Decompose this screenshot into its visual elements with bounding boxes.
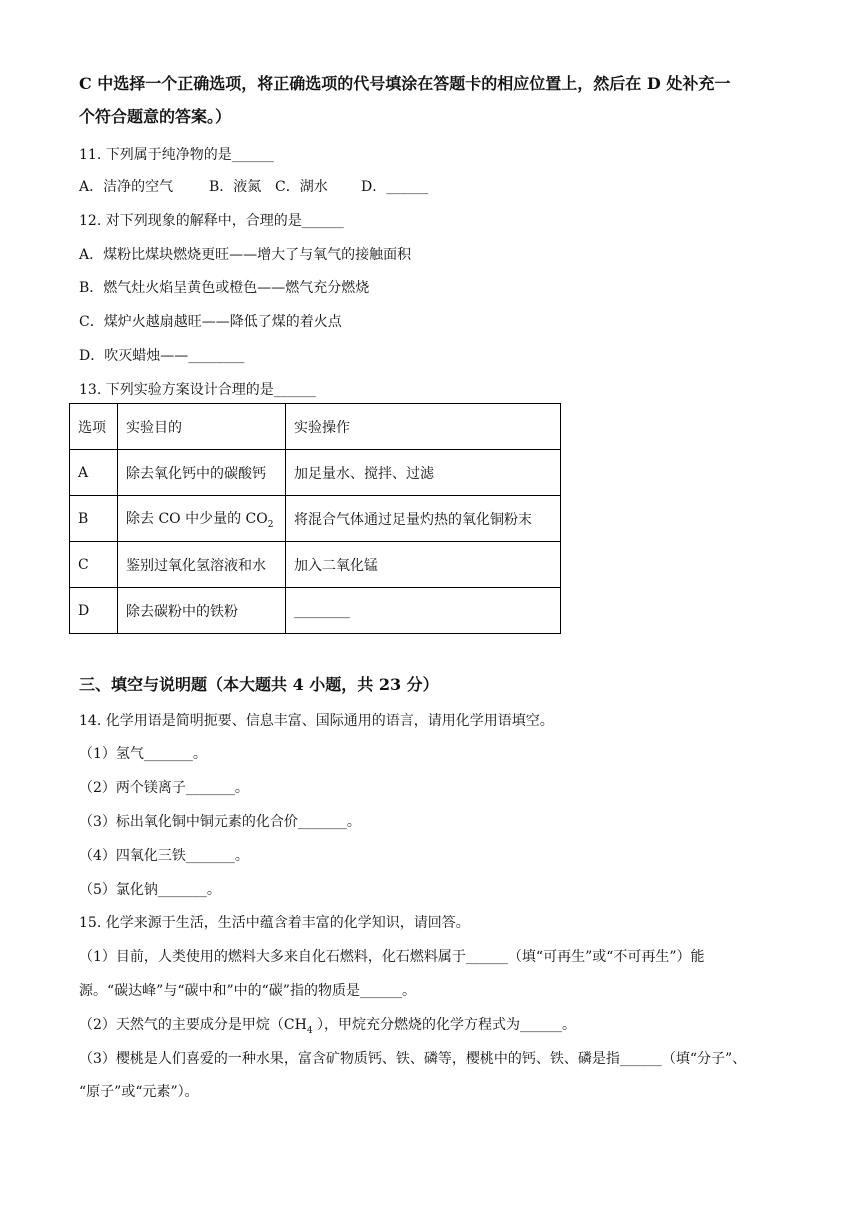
row-goal: [118, 496, 286, 542]
q14-stem: 14. 化学用语是简明扼要、信息丰富、国际通用的语言，请用化学用语填空。: [79, 713, 554, 729]
q14-item-2: （2）两个镁离子_______。: [79, 780, 249, 796]
row-option: B: [70, 496, 118, 542]
row-goal: 除去氧化钙中的碳酸钙: [118, 450, 286, 496]
q15-part2: [79, 1015, 576, 1041]
q12-option-a: A．煤粉比煤块燃烧更旺——增大了与氧气的接触面积: [79, 247, 412, 263]
q15-part3-line2: “原子”或“元素”）。: [79, 1084, 199, 1100]
q15-part1-line2: 源。“碳达峰”与“碳中和”中的“碳”指的物质是______。: [79, 983, 416, 999]
q13-stem: 13. 下列实验方案设计合理的是______: [79, 382, 316, 398]
row-operation: 加足量水、搅拌、过滤: [286, 450, 561, 496]
q12-option-d: D．吹灭蜡烛——________: [79, 348, 245, 364]
row-goal-subscript: 2: [267, 519, 274, 530]
q15-part1-line1: （1）目前，人类使用的燃料大多来自化石燃料，化石燃料属于______（填“可再生”或“不可再生”）能: [79, 949, 705, 965]
q11-option-c: C．湖水: [275, 179, 328, 195]
q14-item-3: （3）标出氧化铜中铜元素的化合价_______。: [79, 814, 361, 830]
q11-option-b: B．液氮: [209, 179, 262, 195]
header-goal: 实验目的: [118, 404, 286, 450]
row-operation: ________: [286, 588, 561, 634]
q12-stem: 12. 对下列现象的解释中，合理的是______: [79, 213, 344, 229]
row-operation: 将混合气体通过足量灼热的氧化铜粉末: [286, 496, 561, 542]
q15-stem: 15. 化学来源于生活，生活中蕴含着丰富的化学知识，请回答。: [79, 915, 470, 931]
table-row: [70, 588, 561, 634]
q13-table: [69, 403, 561, 634]
row-goal-text: 除去 CO 中少量的 CO: [126, 510, 268, 527]
row-goal: 鉴别过氧化氢溶液和水: [118, 542, 286, 588]
q11-options: [79, 177, 428, 197]
q14-item-5: （5）氯化钠_______。: [79, 882, 221, 898]
row-option: C: [70, 542, 118, 588]
table-row: [70, 496, 561, 542]
row-option: A: [70, 450, 118, 496]
q11-stem: 11. 下列属于纯净物的是______: [79, 147, 274, 163]
row-goal: 除去碳粉中的铁粉: [118, 588, 286, 634]
intro-line-2: 个符合题意的答案。）: [79, 107, 232, 126]
q12-option-c: C．煤炉火越扇越旺——降低了煤的着火点: [79, 314, 342, 330]
row-operation: 加入二氧化锰: [286, 542, 561, 588]
q15-part2-subscript: 4: [306, 1025, 313, 1036]
q15-part2-pre: （2）天然气的主要成分是甲烷（CH: [79, 1017, 307, 1033]
header-operation: 实验操作: [286, 404, 561, 450]
q15-part2-post: ），甲烷充分燃烧的化学方程式为______。: [312, 1017, 577, 1033]
table-row: [70, 450, 561, 496]
header-option: 选项: [70, 404, 118, 450]
q11-option-d: D．______: [361, 179, 429, 195]
section-3-title: 三、填空与说明题（本大题共 4 小题，共 23 分）: [79, 675, 439, 694]
table-header-row: [70, 404, 561, 450]
table-row: [70, 542, 561, 588]
q14-item-1: （1）氢气_______。: [79, 746, 207, 762]
q14-item-4: （4）四氧化三铁_______。: [79, 848, 249, 864]
q11-option-a: A．洁净的空气: [79, 179, 174, 195]
row-option: D: [70, 588, 118, 634]
q12-option-b: B．燃气灶火焰呈黄色或橙色——燃气充分燃烧: [79, 280, 370, 296]
intro-line-1: C 中选择一个正确选项，将正确选项的代号填涂在答题卡的相应位置上，然后在 D 处补充一: [79, 74, 731, 93]
q15-part3-line1: （3）樱桃是人们喜爱的一种水果，富含矿物质钙、铁、磷等，樱桃中的钙、铁、磷是指______（填“分子”、: [79, 1051, 747, 1067]
